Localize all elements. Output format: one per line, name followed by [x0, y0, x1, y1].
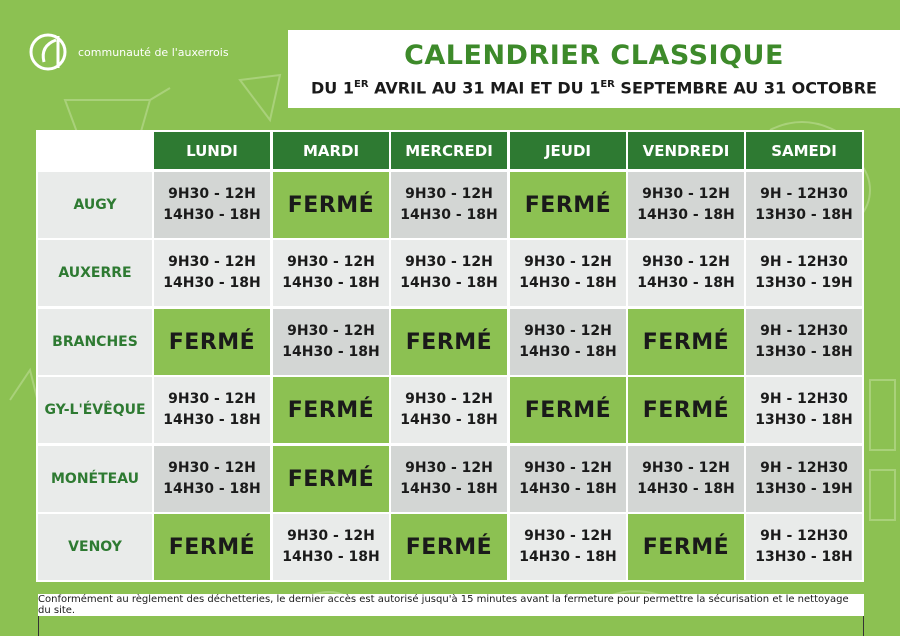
- hours-cell: [746, 309, 862, 375]
- cell-text: FERMÉ: [287, 397, 375, 423]
- hours-cell: [746, 377, 862, 443]
- commune-label: GY-L'ÉVÊQUE: [38, 377, 152, 443]
- hours-cell: [154, 240, 270, 306]
- closed-cell: [273, 446, 389, 512]
- subtitle-part: AVRIL AU 31 MAI ET DU 1: [368, 78, 601, 98]
- cell-text: 9H30 - 12H: [524, 528, 612, 544]
- cell-text: 9H - 12H30: [760, 186, 848, 202]
- hours-cell: [510, 309, 626, 375]
- hours-cell: [154, 446, 270, 512]
- divider: [863, 616, 864, 636]
- schedule-table: [36, 130, 864, 582]
- cell-text: 14H30 - 18H: [163, 275, 261, 291]
- commune-label: AUXERRE: [38, 240, 152, 306]
- hours-cell: [628, 172, 744, 238]
- cell-text: 14H30 - 18H: [519, 481, 617, 497]
- logo: [28, 32, 229, 72]
- commune-label: AUGY: [38, 172, 152, 238]
- day-header: LUNDI: [154, 132, 270, 169]
- hours-cell: [273, 309, 389, 375]
- title-box: [288, 30, 900, 108]
- cell-text: 9H30 - 12H: [405, 460, 493, 476]
- closed-cell: [273, 172, 389, 238]
- cell-text: 13H30 - 18H: [755, 412, 853, 428]
- cell-text: 13H30 - 18H: [755, 344, 853, 360]
- superscript: ER: [600, 79, 615, 90]
- hours-cell: [628, 446, 744, 512]
- cell-text: 14H30 - 18H: [282, 549, 380, 565]
- subtitle-part: DU 1: [311, 78, 354, 98]
- cell-text: FERMÉ: [405, 534, 493, 560]
- cell-text: 14H30 - 18H: [163, 481, 261, 497]
- cell-text: FERMÉ: [405, 329, 493, 355]
- closed-cell: [628, 514, 744, 580]
- cell-text: 14H30 - 18H: [637, 275, 735, 291]
- cell-text: 9H30 - 12H: [524, 323, 612, 339]
- cell-text: 13H30 - 18H: [755, 549, 853, 565]
- hours-cell: [510, 446, 626, 512]
- closed-cell: [154, 514, 270, 580]
- logo-text: communauté de l'auxerrois: [78, 45, 229, 59]
- cell-text: FERMÉ: [642, 397, 730, 423]
- cell-text: 9H30 - 12H: [524, 254, 612, 270]
- closed-cell: [628, 377, 744, 443]
- cell-text: 9H30 - 12H: [524, 460, 612, 476]
- page-subtitle: [288, 75, 900, 98]
- cell-text: 9H30 - 12H: [642, 254, 730, 270]
- cell-text: FERMÉ: [642, 329, 730, 355]
- hours-cell: [391, 446, 507, 512]
- hours-cell: [510, 514, 626, 580]
- day-header: SAMEDI: [746, 132, 862, 169]
- commune-label: MONÉTEAU: [38, 446, 152, 512]
- closed-cell: [628, 309, 744, 375]
- cell-text: FERMÉ: [168, 534, 256, 560]
- commune-label: VENOY: [38, 514, 152, 580]
- cell-text: 9H - 12H30: [760, 391, 848, 407]
- hours-cell: [154, 172, 270, 238]
- day-header: MERCREDI: [391, 132, 507, 169]
- closed-cell: [154, 309, 270, 375]
- hours-cell: [273, 240, 389, 306]
- closed-cell: [510, 172, 626, 238]
- hours-cell: [628, 240, 744, 306]
- hours-cell: [391, 377, 507, 443]
- cell-text: 9H30 - 12H: [168, 254, 256, 270]
- cell-text: 9H30 - 12H: [168, 460, 256, 476]
- cell-text: 9H30 - 12H: [405, 254, 493, 270]
- cell-text: FERMÉ: [168, 329, 256, 355]
- cell-text: 14H30 - 18H: [163, 207, 261, 223]
- day-header: VENDREDI: [628, 132, 744, 169]
- cell-text: 9H - 12H30: [760, 254, 848, 270]
- hours-cell: [746, 446, 862, 512]
- hours-cell: [154, 377, 270, 443]
- page-title: CALENDRIER CLASSIQUE: [404, 40, 784, 71]
- hours-cell: [746, 172, 862, 238]
- cell-text: 14H30 - 18H: [163, 412, 261, 428]
- cell-text: FERMÉ: [287, 192, 375, 218]
- cell-text: FERMÉ: [524, 397, 612, 423]
- cell-text: FERMÉ: [642, 534, 730, 560]
- cell-text: 14H30 - 18H: [400, 412, 498, 428]
- cell-text: 9H - 12H30: [760, 528, 848, 544]
- hours-cell: [391, 172, 507, 238]
- hours-cell: [510, 240, 626, 306]
- cell-text: 13H30 - 19H: [755, 275, 853, 291]
- cell-text: 14H30 - 18H: [282, 344, 380, 360]
- hours-cell: [746, 240, 862, 306]
- cell-text: FERMÉ: [524, 192, 612, 218]
- cell-text: 14H30 - 18H: [519, 344, 617, 360]
- cell-text: 14H30 - 18H: [519, 275, 617, 291]
- cell-text: 14H30 - 18H: [400, 275, 498, 291]
- hours-cell: [746, 514, 862, 580]
- cell-text: 9H30 - 12H: [168, 186, 256, 202]
- cell-text: 9H30 - 12H: [287, 528, 375, 544]
- closed-cell: [391, 309, 507, 375]
- cell-text: 14H30 - 18H: [637, 207, 735, 223]
- cell-text: 14H30 - 18H: [519, 549, 617, 565]
- subtitle-part: SEPTEMBRE AU 31 OCTOBRE: [614, 78, 877, 98]
- cell-text: 14H30 - 18H: [400, 481, 498, 497]
- cell-text: 14H30 - 18H: [637, 481, 735, 497]
- hours-cell: [391, 240, 507, 306]
- superscript: ER: [354, 79, 369, 90]
- cell-text: 9H30 - 12H: [405, 391, 493, 407]
- cell-text: 9H30 - 12H: [642, 460, 730, 476]
- day-header: JEUDI: [510, 132, 626, 169]
- cell-text: 13H30 - 18H: [755, 207, 853, 223]
- cell-text: 14H30 - 18H: [282, 275, 380, 291]
- cell-text: 9H30 - 12H: [287, 254, 375, 270]
- hours-cell: [273, 514, 389, 580]
- cell-text: FERMÉ: [287, 466, 375, 492]
- closed-cell: [391, 514, 507, 580]
- cell-text: 9H30 - 12H: [168, 391, 256, 407]
- cell-text: 9H30 - 12H: [405, 186, 493, 202]
- cell-text: 9H30 - 12H: [642, 186, 730, 202]
- cell-text: 14H30 - 18H: [400, 207, 498, 223]
- logo-icon: [28, 32, 72, 72]
- day-header: MARDI: [273, 132, 389, 169]
- footer-note: Conformément au règlement des déchetteries, le dernier accès est autorisé jusqu'à 15 minutes avant la fermeture pour permettre la sécurisation et le nettoyage du site.: [38, 594, 864, 616]
- cell-text: 9H - 12H30: [760, 460, 848, 476]
- cell-text: 9H30 - 12H: [287, 323, 375, 339]
- closed-cell: [510, 377, 626, 443]
- cell-text: 9H - 12H30: [760, 323, 848, 339]
- cell-text: 13H30 - 19H: [755, 481, 853, 497]
- commune-label: BRANCHES: [38, 309, 152, 375]
- divider: [38, 616, 39, 636]
- closed-cell: [273, 377, 389, 443]
